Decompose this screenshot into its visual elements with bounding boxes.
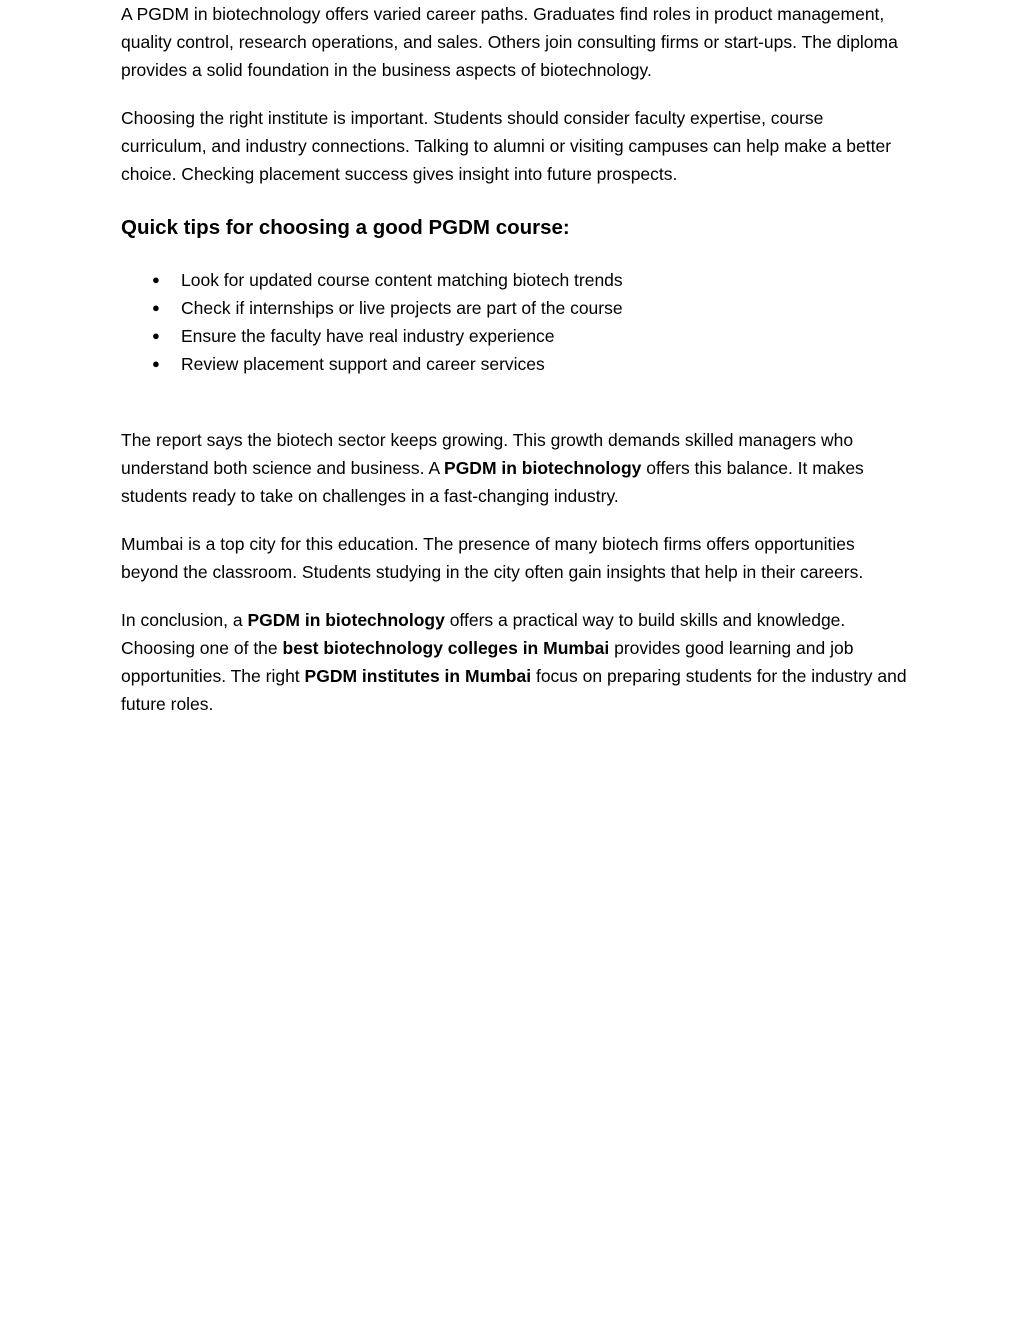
report-bold-keyword: PGDM in biotechnology [444, 458, 642, 478]
document-page [121, 0, 911, 718]
bullet-icon: ● [152, 272, 160, 287]
report-text-2: offers this balance. It makes students ready to take on challenges in a fast-changing industry. [121, 458, 864, 506]
conclusion-text-1: In conclusion, a [121, 610, 248, 630]
bullet-icon: ● [152, 328, 160, 343]
report-paragraph [121, 426, 911, 510]
list-item-text: Review placement support and career services [181, 354, 545, 374]
intro-paragraph: A PGDM in biotechnology offers varied career paths. Graduates find roles in product management, quality control, research operations, and sales. Others join consulting firms or start-ups. The diploma provides a solid foundation in the business aspects of biotechnology. [121, 4, 898, 80]
list-item [121, 322, 911, 350]
tips-list [121, 266, 911, 378]
list-item [121, 266, 911, 294]
conclusion-text-3: provides good learning and job opportunities. The right [121, 638, 854, 686]
conclusion-bold-2: best biotechnology colleges in Mumbai [282, 638, 610, 658]
bullet-icon: ● [152, 300, 160, 315]
institute-paragraph: Choosing the right institute is important. Students should consider faculty expertise, course curriculum, and industry connections. Talking to alumni or visiting campuses can help make a better choice. Checking placement success gives insight into future prospects. [121, 108, 892, 184]
list-item-text: Check if internships or live projects are part of the course [181, 298, 623, 318]
conclusion-text-4: focus on preparing students for the industry and future roles. [121, 666, 907, 714]
list-item [121, 350, 911, 378]
conclusion-paragraph [121, 606, 911, 718]
list-item-text: Ensure the faculty have real industry experience [181, 326, 555, 346]
bullet-icon: ● [152, 356, 160, 371]
mumbai-paragraph: Mumbai is a top city for this education. The presence of many biotech firms offers opportunities beyond the classroom. Students studying in the city often gain insights that help in their careers. [121, 534, 864, 582]
tips-heading: Quick tips for choosing a good PGDM course: [121, 216, 570, 239]
report-text-1: The report says the biotech sector keeps growing. This growth demands skilled managers who understand both science and business. A [121, 430, 854, 478]
conclusion-text-2: offers a practical way to build skills and knowledge. Choosing one of the [121, 610, 846, 658]
list-item-text: Look for updated course content matching biotech trends [181, 270, 623, 290]
conclusion-bold-1: PGDM in biotechnology [247, 610, 445, 630]
list-item [121, 294, 911, 322]
conclusion-bold-3: PGDM institutes in Mumbai [304, 666, 532, 686]
